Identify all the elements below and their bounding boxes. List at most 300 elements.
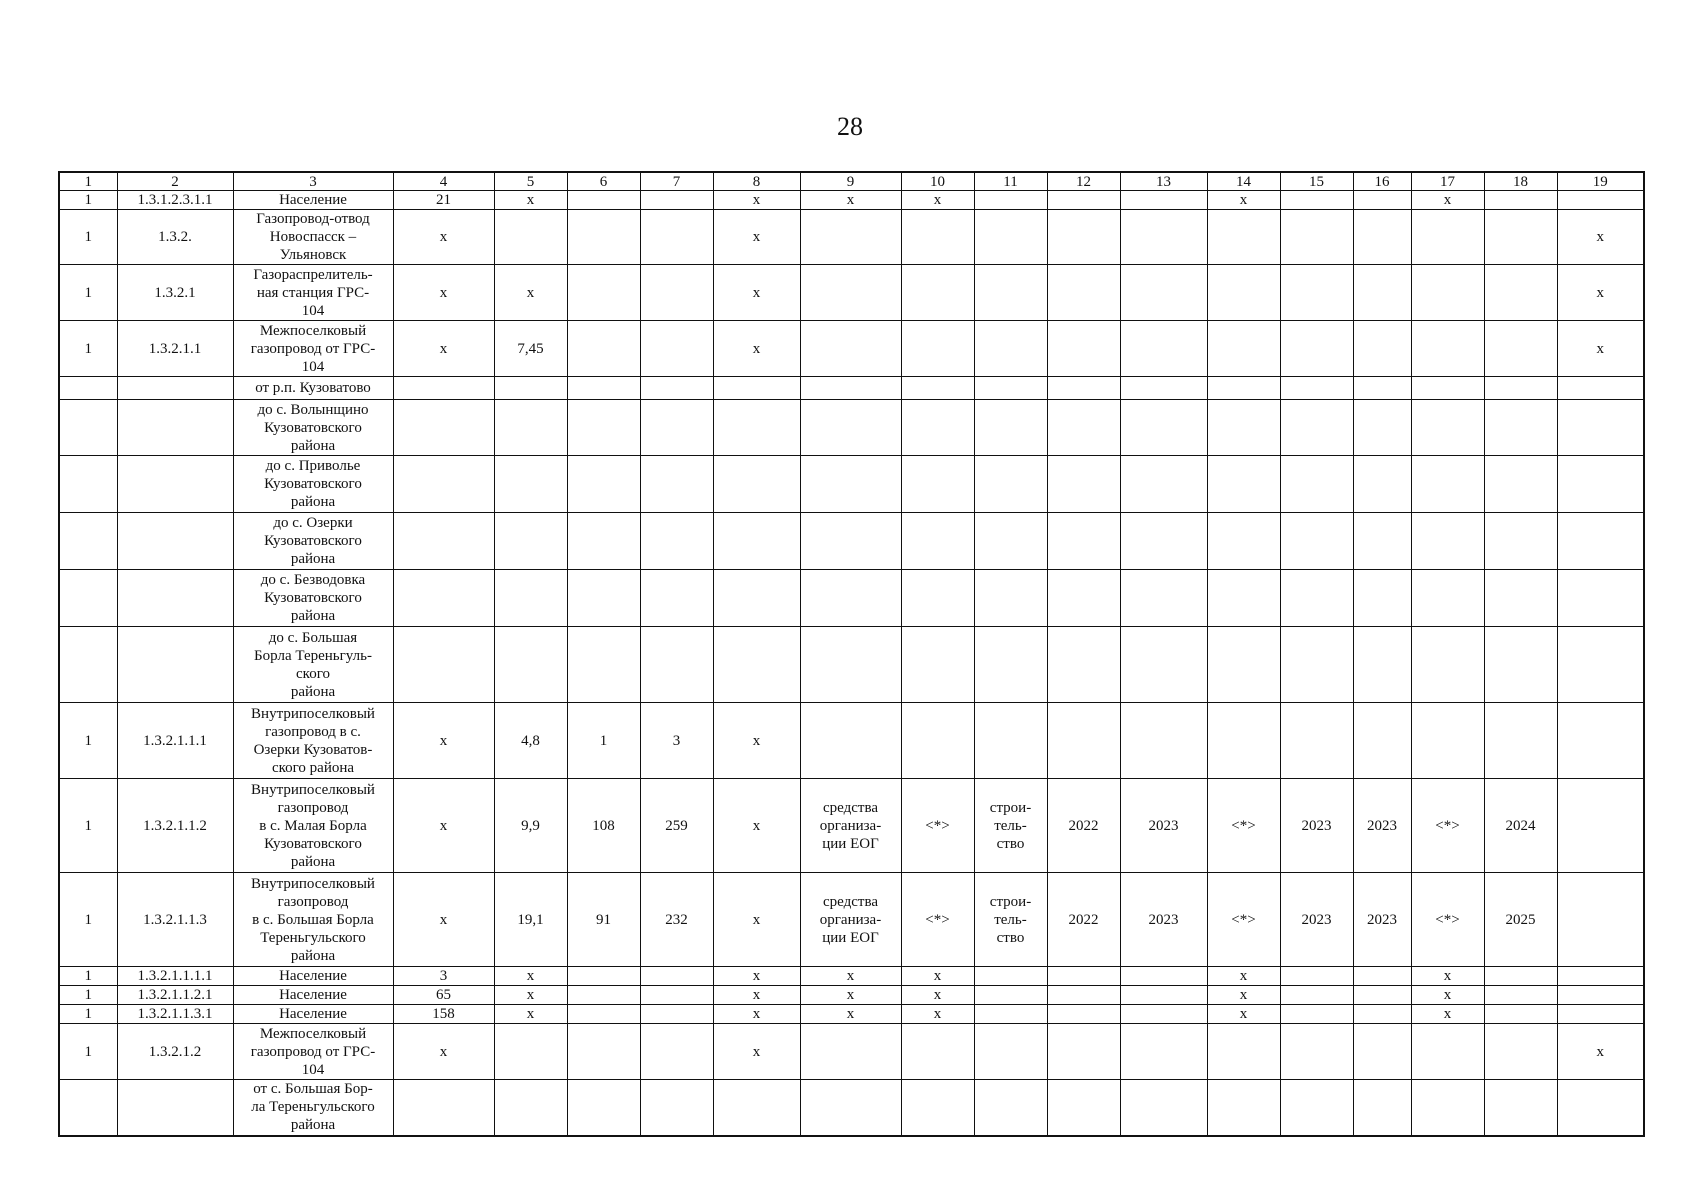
table-cell: [713, 456, 800, 513]
table-cell: [393, 1080, 494, 1136]
table-header: [59, 172, 1644, 191]
table-cell: [567, 1024, 640, 1080]
table-cell: [1120, 191, 1207, 210]
table-cell: до с. Приволье Кузоватовского района: [233, 456, 393, 513]
table-cell: [1280, 1005, 1353, 1024]
table-cell: [1280, 377, 1353, 400]
table-cell: [567, 265, 640, 321]
table-cell: [1207, 1024, 1280, 1080]
table-row: [59, 400, 1644, 456]
table-cell: 9,9: [494, 779, 567, 873]
table-row: [59, 1024, 1644, 1080]
table-cell: [1557, 377, 1644, 400]
table-cell: x: [393, 779, 494, 873]
table-cell: [1484, 570, 1557, 627]
table-cell: 1: [59, 703, 117, 779]
table-cell: x: [494, 1005, 567, 1024]
table-cell: [1207, 321, 1280, 377]
column-header: 5: [494, 172, 567, 191]
table-cell: [567, 321, 640, 377]
table-cell: [800, 265, 901, 321]
column-header: 9: [800, 172, 901, 191]
table-cell: [1120, 627, 1207, 703]
table-cell: [1280, 986, 1353, 1005]
table-cell: [1484, 513, 1557, 570]
table-cell: [1353, 1024, 1411, 1080]
table-cell: [1047, 265, 1120, 321]
table-cell: [567, 400, 640, 456]
table-cell: [1353, 265, 1411, 321]
table-cell: [567, 377, 640, 400]
table-cell: [800, 377, 901, 400]
table-cell: <*>: [1411, 779, 1484, 873]
table-cell: [1484, 627, 1557, 703]
table-cell: [1047, 986, 1120, 1005]
table-cell: [1120, 400, 1207, 456]
table-cell: x: [713, 1005, 800, 1024]
table-cell: x: [393, 210, 494, 265]
table-cell: [640, 210, 713, 265]
table-cell: [1353, 1005, 1411, 1024]
table-cell: [59, 456, 117, 513]
table-cell: [713, 570, 800, 627]
table-cell: x: [1207, 986, 1280, 1005]
table-cell: [494, 1024, 567, 1080]
table-cell: [1047, 321, 1120, 377]
table-cell: [117, 456, 233, 513]
table-cell: x: [1411, 191, 1484, 210]
table-cell: [974, 456, 1047, 513]
table-cell: [1353, 986, 1411, 1005]
table-row: [59, 377, 1644, 400]
table-cell: [567, 210, 640, 265]
header-row: [59, 172, 1644, 191]
table-cell: [974, 1080, 1047, 1136]
table-row: [59, 703, 1644, 779]
table-cell: [800, 1080, 901, 1136]
table-cell: [1280, 456, 1353, 513]
table-cell: [901, 321, 974, 377]
table-cell: [974, 703, 1047, 779]
table-cell: <*>: [1207, 873, 1280, 967]
table-cell: [1047, 210, 1120, 265]
table-cell: x: [901, 986, 974, 1005]
table-cell: x: [901, 967, 974, 986]
table-cell: 2023: [1280, 873, 1353, 967]
table-cell: [974, 265, 1047, 321]
table-cell: <*>: [901, 779, 974, 873]
column-header: 17: [1411, 172, 1484, 191]
table-cell: x: [713, 321, 800, 377]
table-cell: x: [1557, 265, 1644, 321]
table-cell: 232: [640, 873, 713, 967]
table-cell: [800, 570, 901, 627]
table-cell: [974, 321, 1047, 377]
table-cell: [1557, 1005, 1644, 1024]
table-cell: [974, 986, 1047, 1005]
table-cell: x: [800, 986, 901, 1005]
table-cell: [974, 210, 1047, 265]
table-cell: [800, 1024, 901, 1080]
table-cell: [393, 570, 494, 627]
table-cell: [1353, 210, 1411, 265]
table-cell: [1353, 570, 1411, 627]
table-cell: [1484, 191, 1557, 210]
table-cell: Население: [233, 986, 393, 1005]
table-cell: [1047, 967, 1120, 986]
table-cell: [1411, 321, 1484, 377]
table-cell: [1411, 513, 1484, 570]
table-cell: <*>: [1207, 779, 1280, 873]
table-cell: [640, 321, 713, 377]
table-cell: [494, 1080, 567, 1136]
table-cell: [1207, 265, 1280, 321]
table-cell: [1207, 570, 1280, 627]
column-header: 10: [901, 172, 974, 191]
table-cell: [713, 513, 800, 570]
column-header: 11: [974, 172, 1047, 191]
table-cell: [567, 456, 640, 513]
table-cell: [1047, 570, 1120, 627]
table-cell: x: [393, 1024, 494, 1080]
table-cell: x: [713, 873, 800, 967]
table-cell: строи- тель- ство: [974, 779, 1047, 873]
table-cell: [1484, 377, 1557, 400]
table-cell: [1280, 400, 1353, 456]
table-cell: Внутрипоселковый газопровод в с. Большая Борла Тереньгульского района: [233, 873, 393, 967]
table-cell: [640, 456, 713, 513]
table-cell: [59, 513, 117, 570]
table-cell: [1484, 1024, 1557, 1080]
table-cell: x: [494, 191, 567, 210]
table-cell: [59, 1080, 117, 1136]
table-cell: Внутрипоселковый газопровод в с. Малая Борла Кузоватовского района: [233, 779, 393, 873]
table-cell: 1.3.2.: [117, 210, 233, 265]
column-header: 4: [393, 172, 494, 191]
table-cell: [1484, 1005, 1557, 1024]
table-cell: [567, 1080, 640, 1136]
column-header: 6: [567, 172, 640, 191]
table-cell: [1280, 265, 1353, 321]
table-cell: до с. Большая Борла Тереньгуль- ского района: [233, 627, 393, 703]
table-cell: 1: [59, 191, 117, 210]
table-cell: [567, 627, 640, 703]
table-cell: [1484, 321, 1557, 377]
table-cell: [393, 400, 494, 456]
table-cell: [1353, 627, 1411, 703]
table-cell: [974, 191, 1047, 210]
table-cell: 7,45: [494, 321, 567, 377]
table-cell: 2023: [1353, 779, 1411, 873]
table-cell: [1411, 1024, 1484, 1080]
table-cell: x: [713, 779, 800, 873]
table-cell: 1.3.2.1: [117, 265, 233, 321]
table-cell: 1: [59, 321, 117, 377]
table-cell: 4,8: [494, 703, 567, 779]
table-cell: [901, 570, 974, 627]
table-row: [59, 873, 1644, 967]
column-header: 19: [1557, 172, 1644, 191]
table-cell: [1557, 570, 1644, 627]
table-cell: 1: [59, 1024, 117, 1080]
table-cell: 259: [640, 779, 713, 873]
table-cell: до с. Озерки Кузоватовского района: [233, 513, 393, 570]
table-cell: [974, 513, 1047, 570]
column-header: 7: [640, 172, 713, 191]
table-cell: x: [713, 265, 800, 321]
table-cell: [1047, 456, 1120, 513]
table-cell: [1207, 210, 1280, 265]
table-row: [59, 1080, 1644, 1136]
table-cell: средства организа- ции ЕОГ: [800, 779, 901, 873]
table-cell: [1047, 1005, 1120, 1024]
table-cell: x: [494, 265, 567, 321]
table-cell: [567, 191, 640, 210]
table-cell: [800, 400, 901, 456]
table-cell: [1557, 400, 1644, 456]
table-cell: [1557, 967, 1644, 986]
table-cell: [640, 1005, 713, 1024]
table-row: [59, 321, 1644, 377]
table-cell: [494, 210, 567, 265]
table-cell: 1: [59, 265, 117, 321]
table-cell: [1280, 191, 1353, 210]
table-cell: [1557, 191, 1644, 210]
table-row: [59, 513, 1644, 570]
table-cell: 158: [393, 1005, 494, 1024]
table-cell: x: [393, 703, 494, 779]
table-cell: [1047, 703, 1120, 779]
table-cell: 1.3.2.1.1.2.1: [117, 986, 233, 1005]
table-cell: [117, 377, 233, 400]
table-cell: x: [494, 986, 567, 1005]
table-cell: [1047, 627, 1120, 703]
table-cell: [640, 191, 713, 210]
column-header: 1: [59, 172, 117, 191]
table-cell: [567, 967, 640, 986]
table-cell: [1280, 321, 1353, 377]
table-cell: [1353, 321, 1411, 377]
table-cell: 2022: [1047, 779, 1120, 873]
table-cell: [1353, 967, 1411, 986]
table-cell: 2023: [1120, 779, 1207, 873]
table-cell: 1.3.2.1.1.3.1: [117, 1005, 233, 1024]
table-cell: 3: [640, 703, 713, 779]
table-cell: [1120, 456, 1207, 513]
table-cell: [640, 265, 713, 321]
table-cell: [640, 570, 713, 627]
table-cell: [1280, 570, 1353, 627]
table-cell: 1: [59, 986, 117, 1005]
table-cell: [393, 456, 494, 513]
table-cell: [1207, 513, 1280, 570]
table-cell: 1: [59, 1005, 117, 1024]
table-cell: 1.3.2.1.1.2: [117, 779, 233, 873]
table-cell: x: [1411, 986, 1484, 1005]
table-cell: x: [1207, 1005, 1280, 1024]
table-row: [59, 1005, 1644, 1024]
table-cell: 1.3.2.1.2: [117, 1024, 233, 1080]
table-cell: [640, 1080, 713, 1136]
table-cell: 21: [393, 191, 494, 210]
table-cell: до с. Волынщино Кузоватовского района: [233, 400, 393, 456]
table-cell: 2022: [1047, 873, 1120, 967]
table-cell: [901, 456, 974, 513]
table-cell: [117, 570, 233, 627]
table-cell: 1: [567, 703, 640, 779]
table-cell: x: [1207, 967, 1280, 986]
table-cell: [117, 627, 233, 703]
table-cell: [1120, 570, 1207, 627]
table-cell: до с. Безводовка Кузоватовского района: [233, 570, 393, 627]
data-table: [58, 171, 1645, 1137]
table-cell: [1207, 1080, 1280, 1136]
table-cell: [1120, 1080, 1207, 1136]
table-cell: [1484, 1080, 1557, 1136]
table-row: [59, 570, 1644, 627]
table-cell: 65: [393, 986, 494, 1005]
table-cell: 1.3.2.1.1: [117, 321, 233, 377]
table-cell: [1557, 703, 1644, 779]
table-cell: [901, 627, 974, 703]
table-cell: [1120, 513, 1207, 570]
table-cell: [1280, 1080, 1353, 1136]
table-cell: x: [713, 1024, 800, 1080]
table-cell: [59, 377, 117, 400]
table-cell: [1411, 456, 1484, 513]
table-cell: [974, 1024, 1047, 1080]
table-cell: 2023: [1120, 873, 1207, 967]
table-cell: Внутрипоселковый газопровод в с. Озерки Кузоватов- ского района: [233, 703, 393, 779]
table-cell: [1280, 703, 1353, 779]
table-cell: [494, 456, 567, 513]
column-header: 15: [1280, 172, 1353, 191]
table-cell: [1411, 265, 1484, 321]
table-cell: [59, 400, 117, 456]
table-cell: [1484, 210, 1557, 265]
table-cell: x: [1411, 967, 1484, 986]
table-cell: [393, 513, 494, 570]
table-cell: [901, 265, 974, 321]
table-cell: x: [713, 986, 800, 1005]
table-cell: [494, 377, 567, 400]
table-cell: [1353, 703, 1411, 779]
table-cell: [640, 377, 713, 400]
table-cell: [567, 513, 640, 570]
table-cell: [901, 703, 974, 779]
table-cell: [59, 570, 117, 627]
table-cell: [1120, 986, 1207, 1005]
table-cell: [1207, 703, 1280, 779]
table-cell: [1047, 377, 1120, 400]
column-header: 8: [713, 172, 800, 191]
table-cell: Население: [233, 191, 393, 210]
table-row: [59, 191, 1644, 210]
table-cell: [901, 210, 974, 265]
table-cell: [901, 377, 974, 400]
table-cell: 1.3.2.1.1.1: [117, 703, 233, 779]
table-cell: [567, 1005, 640, 1024]
table-row: [59, 210, 1644, 265]
table-cell: [1280, 967, 1353, 986]
table-cell: [640, 627, 713, 703]
table-cell: [1207, 627, 1280, 703]
table-cell: [59, 627, 117, 703]
table-cell: [494, 627, 567, 703]
table-cell: Межпоселковый газопровод от ГРС- 104: [233, 1024, 393, 1080]
table-cell: 1: [59, 873, 117, 967]
table-row: [59, 627, 1644, 703]
table-cell: 1.3.2.1.1.1.1: [117, 967, 233, 986]
table-cell: [393, 627, 494, 703]
table-cell: 108: [567, 779, 640, 873]
table-cell: [1120, 210, 1207, 265]
table-cell: [1411, 703, 1484, 779]
table-cell: [1484, 400, 1557, 456]
table-cell: [1353, 513, 1411, 570]
table-cell: x: [494, 967, 567, 986]
table-cell: x: [393, 321, 494, 377]
table-cell: средства организа- ции ЕОГ: [800, 873, 901, 967]
table-cell: [393, 377, 494, 400]
table-cell: [713, 377, 800, 400]
table-cell: строи- тель- ство: [974, 873, 1047, 967]
table-cell: 1: [59, 210, 117, 265]
table-cell: 1.3.2.1.1.3: [117, 873, 233, 967]
table-row: [59, 967, 1644, 986]
table-cell: [494, 513, 567, 570]
table-cell: от с. Большая Бор- ла Тереньгульского района: [233, 1080, 393, 1136]
table-cell: [1120, 1024, 1207, 1080]
table-cell: [901, 400, 974, 456]
table-cell: Население: [233, 1005, 393, 1024]
table-cell: [1484, 967, 1557, 986]
table-cell: [1207, 400, 1280, 456]
table-cell: x: [713, 210, 800, 265]
table-cell: Межпоселковый газопровод от ГРС- 104: [233, 321, 393, 377]
table-cell: [117, 400, 233, 456]
table-row: [59, 265, 1644, 321]
table-cell: x: [1207, 191, 1280, 210]
table-cell: x: [800, 191, 901, 210]
table-cell: [1353, 377, 1411, 400]
table-cell: 2025: [1484, 873, 1557, 967]
table-cell: [494, 570, 567, 627]
table-cell: 1: [59, 779, 117, 873]
table-cell: x: [901, 1005, 974, 1024]
table-cell: Население: [233, 967, 393, 986]
table-cell: [1047, 400, 1120, 456]
table-cell: [974, 627, 1047, 703]
table-cell: [1280, 627, 1353, 703]
table-cell: [1411, 627, 1484, 703]
column-header: 16: [1353, 172, 1411, 191]
table-cell: [1280, 1024, 1353, 1080]
table-body: [59, 191, 1644, 1136]
table-cell: [1411, 400, 1484, 456]
table-cell: 19,1: [494, 873, 567, 967]
table-cell: [1484, 986, 1557, 1005]
table-row: [59, 779, 1644, 873]
table-cell: [1353, 191, 1411, 210]
table-cell: [640, 986, 713, 1005]
table-cell: [1120, 703, 1207, 779]
table-cell: x: [713, 967, 800, 986]
table-cell: [1484, 456, 1557, 513]
table-cell: [713, 627, 800, 703]
table-cell: 3: [393, 967, 494, 986]
table-cell: [1557, 986, 1644, 1005]
